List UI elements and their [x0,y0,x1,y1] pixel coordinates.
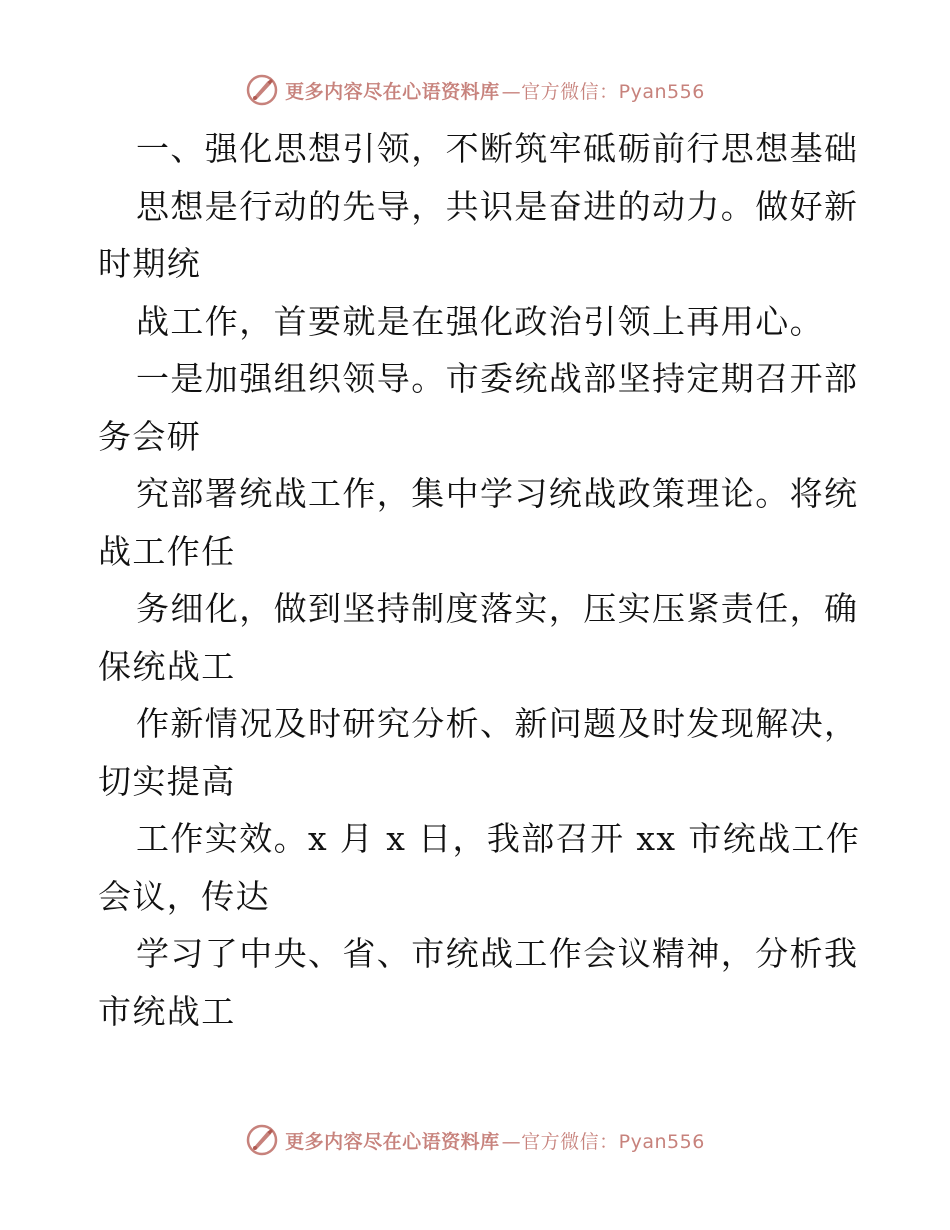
paragraph-line: 会议，传达 [98,876,270,916]
paragraph-line: 学习了中央、省、市统战工作会议精神，分析我 [136,934,859,973]
banner-contact: —官方微信：Pyan556 [501,80,705,103]
paragraph-line: 究部署统战工作，集中学习统战政策理论。将统 [136,474,859,513]
paragraph-line: 市统战工 [98,991,236,1031]
banner-title: 更多内容尽在心语资料库 [285,80,500,103]
banner-title: 更多内容尽在心语资料库 [285,1130,500,1153]
paragraph-line: 时期统 [98,244,202,283]
paragraph-line: 作新情况及时研究分析、新问题及时发现解决， [136,704,859,743]
paragraph-line: 保统战工 [98,646,236,686]
document-body [98,120,861,1040]
paragraph-line: 战工作任 [98,531,236,571]
paragraph-line: 战工作，首要就是在强化政治引领上再用心。 [136,301,824,341]
paragraph-line: 工作实效。x 月 x 日，我部召开 xx 市统战工作 [136,819,861,858]
paragraph-line: 务细化，做到坚持制度落实，压实压紧责任，确 [136,589,859,628]
paragraph-line: 一是加强组织领导。市委统战部坚持定期召开部 [136,359,859,398]
banner-contact: —官方微信：Pyan556 [501,1130,705,1153]
paragraph-line: 思想是行动的先导，共识是奋进的动力。做好新 [136,186,859,226]
paragraph-line: 切实提高 [98,761,236,801]
section-heading: 一、强化思想引领，不断筑牢砥砺前行思想基础 [136,129,859,168]
paragraph-line: 务会研 [98,416,202,456]
footer-watermark-banner [0,1120,950,1160]
pen-logo-icon [245,1123,279,1157]
header-watermark-banner [0,70,950,110]
pen-logo-icon [245,73,279,107]
